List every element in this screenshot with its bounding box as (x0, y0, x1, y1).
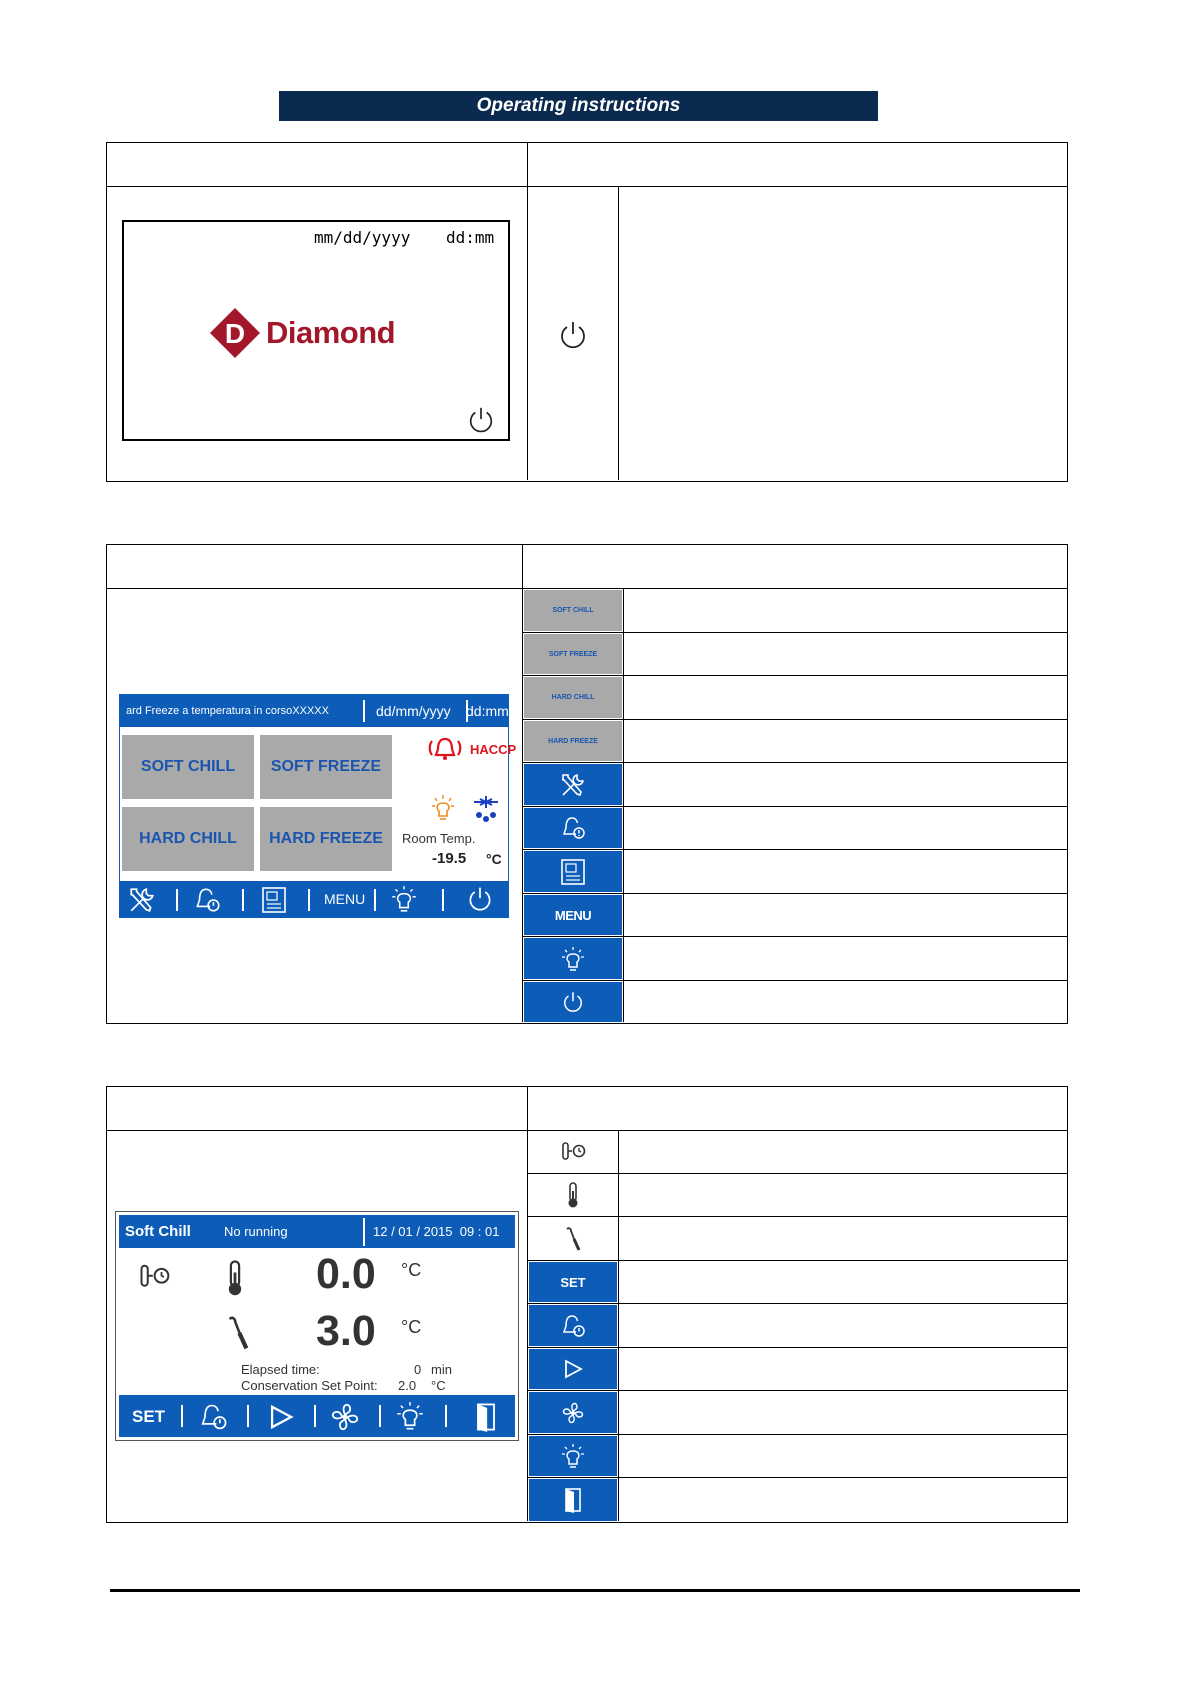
time-format: dd:mm (446, 228, 495, 247)
set-icon: SET (529, 1262, 617, 1302)
light-icon (529, 1436, 617, 1476)
room-temp-label: Room Temp. (402, 831, 476, 846)
probe-temp-unit: °C (401, 1317, 422, 1337)
status-text: ard Freeze a temperatura in corsoXXXXX (126, 705, 329, 717)
haccp-report-icon (524, 851, 622, 892)
soft-freeze-icon: SOFT FREEZE (524, 634, 622, 674)
logo-wordmark: Diamond (266, 315, 396, 350)
hard-freeze-button[interactable]: HARD FREEZE (260, 807, 392, 871)
date-format: mm/dd/yyyy (314, 228, 411, 247)
power-icon (524, 982, 622, 1022)
program-title: Soft Chill (125, 1223, 191, 1240)
hard-chill-icon: HARD CHILL (524, 677, 622, 718)
alarm-bell-icon (524, 808, 622, 848)
fan-button-icon[interactable] (327, 1399, 363, 1435)
core-probe-icon (529, 1218, 617, 1259)
menu-icon: MENU (524, 895, 622, 935)
diamond-logo-icon (208, 306, 262, 360)
fan-icon (529, 1392, 617, 1433)
tools-button-icon[interactable] (128, 886, 156, 914)
probe-temperature: 3.0 (316, 1307, 376, 1355)
datetime: 12 / 01 / 2015 09 : 01 (373, 1224, 500, 1239)
svg-text:D: D (224, 318, 246, 349)
elapsed-value: 0 (414, 1362, 422, 1377)
thermometer-icon (224, 1258, 246, 1298)
conservation-value: 2.0 (398, 1378, 417, 1393)
status-bar (119, 1215, 515, 1248)
soft-freeze-button[interactable]: SOFT FREEZE (260, 735, 392, 799)
section-banner: Operating instructions (279, 91, 878, 121)
elapsed-label: Elapsed time: (241, 1362, 320, 1377)
light-button-icon[interactable] (395, 1399, 425, 1433)
power-icon (557, 319, 589, 351)
conservation-unit: °C (431, 1378, 446, 1393)
haccp-report-button-icon[interactable] (260, 886, 288, 914)
alarm-bell-button-icon[interactable] (197, 1401, 229, 1433)
power-button-icon[interactable] (466, 405, 496, 435)
temp-unit: °C (486, 851, 502, 867)
power-button-icon[interactable] (466, 885, 494, 913)
elapsed-unit: min (431, 1362, 452, 1377)
thermometer-icon (529, 1175, 617, 1215)
soft-chill-button[interactable]: SOFT CHILL (122, 735, 254, 799)
tools-icon (524, 764, 622, 805)
haccp-label[interactable]: HACCP (470, 742, 517, 757)
main-menu-screen (119, 694, 517, 918)
light-button-icon[interactable] (390, 884, 418, 914)
probe-timer-icon (529, 1131, 617, 1172)
hard-chill-button[interactable]: HARD CHILL (122, 807, 254, 871)
table-header (107, 1087, 1067, 1131)
cycle-screen (115, 1211, 519, 1441)
date-format: dd/mm/yyyy (376, 703, 451, 719)
soft-chill-icon: SOFT CHILL (524, 590, 622, 631)
bottom-toolbar (120, 881, 508, 917)
light-icon (524, 938, 622, 979)
bottom-toolbar (119, 1395, 515, 1437)
door-button-icon[interactable] (473, 1401, 499, 1433)
core-probe-icon (224, 1312, 252, 1354)
cabinet-temp-unit: °C (401, 1260, 422, 1280)
table-header (107, 143, 1067, 187)
play-icon (529, 1349, 617, 1389)
alarm-icon[interactable] (426, 735, 464, 763)
play-button-icon[interactable] (267, 1403, 295, 1431)
probe-timer-icon (134, 1262, 174, 1292)
table-header (107, 545, 1067, 589)
time-format: dd:mm (466, 703, 509, 719)
alarm-bell-button-icon[interactable] (192, 885, 222, 915)
alarm-bell-icon (529, 1305, 617, 1346)
conservation-label: Conservation Set Point: (241, 1378, 378, 1393)
cabinet-temperature: 0.0 (316, 1250, 376, 1298)
diamond-logo (208, 306, 395, 360)
status-bar (120, 695, 508, 727)
door-icon (529, 1479, 617, 1521)
footer-rule (110, 1589, 1080, 1592)
startup-screen (122, 220, 510, 441)
set-button[interactable]: SET (132, 1407, 166, 1426)
menu-button[interactable]: MENU (324, 891, 366, 907)
light-status-icon (430, 793, 456, 823)
hard-freeze-icon: HARD FREEZE (524, 721, 622, 761)
room-temp-value: -19.5 (432, 850, 467, 867)
power-icon-cell (529, 188, 617, 481)
defrost-icon (470, 793, 502, 825)
run-status: No running (224, 1224, 288, 1239)
